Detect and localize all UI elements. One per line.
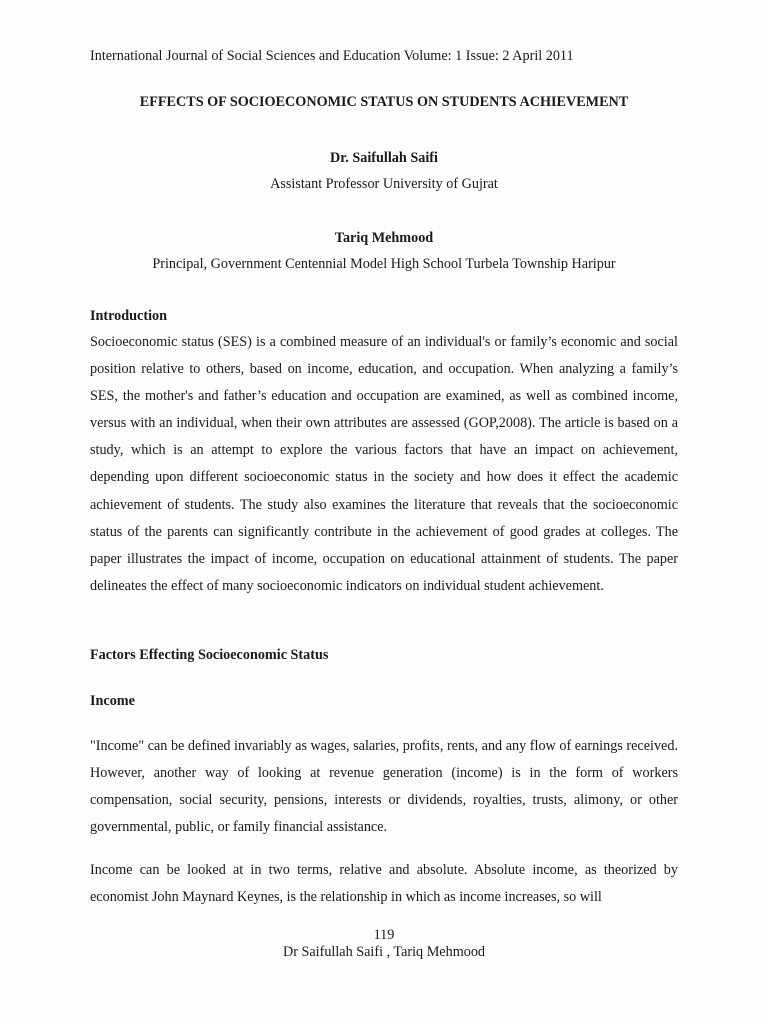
page-number: 119 (373, 927, 395, 943)
introduction-heading: Introduction (90, 308, 167, 324)
author-name-2: Tariq Mehmood (334, 230, 434, 246)
paper-title: EFFECTS OF SOCIOECONOMIC STATUS ON STUDENTS ACHIEVEMENT (139, 94, 629, 110)
factors-heading: Factors Effecting Socioeconomic Status (90, 647, 329, 663)
income-heading: Income (90, 693, 135, 709)
income-paragraph-2: Income can be looked at in two terms, relative and absolute. Absolute income, as theorized by economist John Maynard Keynes, is the relationship in which as income increases, so will (90, 862, 678, 906)
introduction-paragraph: Socioeconomic status (SES) is a combined measure of an individual's or family’s economic and social position relative to others, based on income, education, and occupation. When analyzing a family’s SES, the mother's and father’s education and occupation are examined, as well as combined income, versus with an individual, when their own attributes are assessed (GOP,2008). The article is based on a study, which is an attempt to explore the various factors that have an impact on achievement, depending upon different socioeconomic status in the society and how does it effect the academic achievement of students. The study also examines the literature that reveals that the socioeconomic status of the parents can significantly contribute in the achievement of good grades at colleges. The paper illustrates the impact of income, occupation on educational attainment of students. The paper delineates the effect of many socioeconomic indicators on individual student achievement. (90, 334, 678, 594)
journal-header: International Journal of Social Sciences and Education Volume: 1 Issue: 2 April 2011 (90, 48, 574, 64)
author-name-1: Dr. Saifullah Saifi (330, 150, 438, 166)
footer-authors: Dr Saifullah Saifi , Tariq Mehmood (282, 944, 486, 960)
author-affiliation-1: Assistant Professor University of Gujrat (270, 176, 498, 192)
income-paragraph-1: "Income" can be defined invariably as wages, salaries, profits, rents, and any flow of earnings received. However, another way of looking at revenue generation (income) is in the form of workers compensation, social security, pensions, interests or dividends, royalties, trusts, alimony, or other governmental, public, or family financial assistance. (90, 738, 678, 836)
author-affiliation-2: Principal, Government Centennial Model High School Turbela Township Haripur (152, 256, 616, 272)
